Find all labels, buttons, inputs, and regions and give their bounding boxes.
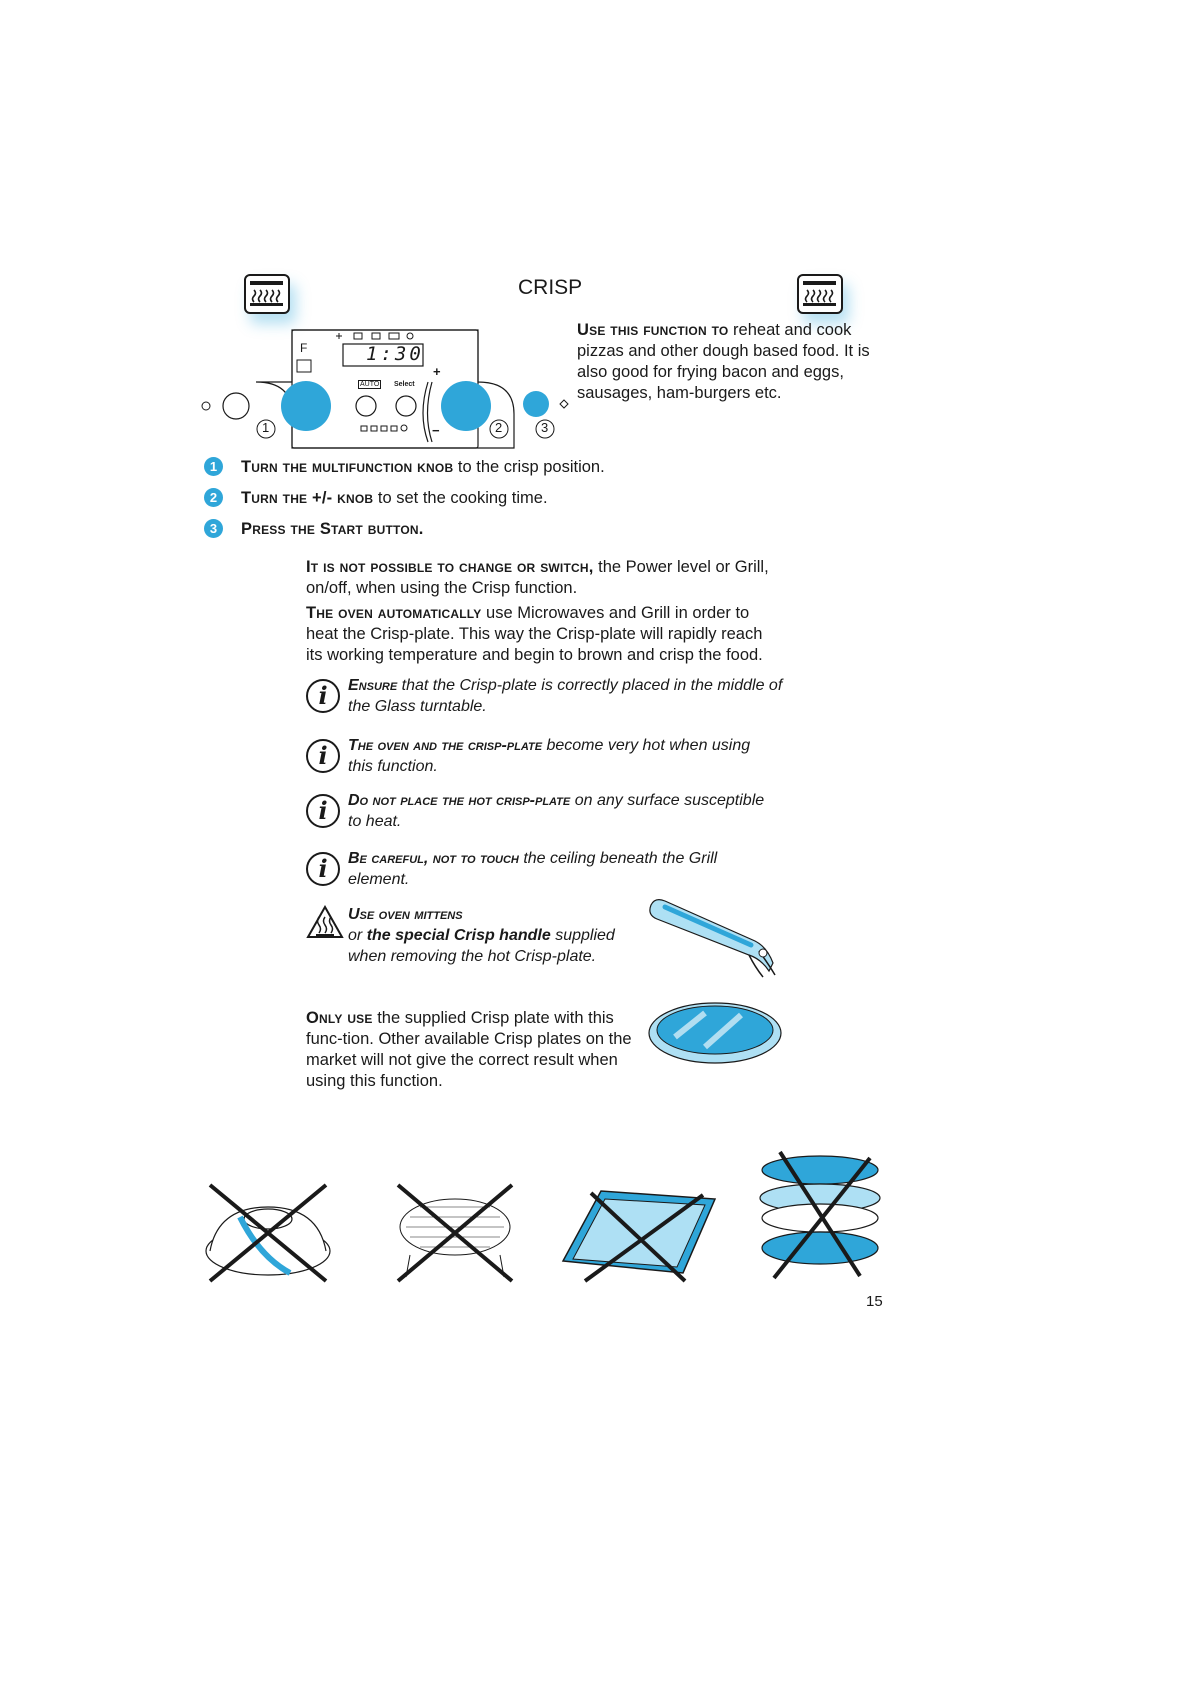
step-number: 1 bbox=[204, 457, 223, 476]
intro-paragraph bbox=[577, 320, 883, 404]
step-lead: Turn the multifunction knob bbox=[241, 458, 454, 476]
f-label: F bbox=[300, 341, 308, 355]
crisp-handle-illustration bbox=[645, 893, 785, 983]
auto-label: AUTO bbox=[360, 381, 380, 388]
minus-label: − bbox=[432, 423, 440, 438]
warning-pre: or bbox=[348, 927, 363, 944]
step-text: to the crisp position. bbox=[457, 458, 605, 476]
note-lead: Ensure bbox=[348, 677, 398, 694]
paragraph-lead: It is not possible to change or switch, bbox=[306, 558, 594, 576]
crisp-function-icon bbox=[244, 274, 290, 314]
hot-surface-warning-icon bbox=[306, 905, 344, 939]
warning-bold: the special Crisp handle bbox=[366, 927, 551, 944]
note-ensure bbox=[348, 675, 783, 717]
note-hot bbox=[348, 735, 768, 777]
control-panel bbox=[196, 322, 571, 458]
steps-list bbox=[204, 457, 704, 550]
baking-tray-crossed bbox=[555, 1185, 720, 1285]
intro-text: reheat and cook pizzas and other dough based food. It is also good for frying bacon and eggs, sausages, ham-burgers etc. bbox=[577, 321, 870, 402]
grill-rack-crossed bbox=[390, 1177, 520, 1287]
step-lead: Turn the +/- knob bbox=[241, 489, 374, 507]
page-number: 15 bbox=[866, 1293, 883, 1310]
step-text: to set the cooking time. bbox=[377, 489, 548, 507]
note-lead: Be careful, not to touch bbox=[348, 850, 519, 867]
note-text: become very hot when using this function. bbox=[348, 737, 751, 775]
paragraph-lead: The oven automatically bbox=[306, 604, 482, 622]
only-use-text: the supplied Crisp plate with this func-tion. Other available Crisp plates on the market will not give the correct result when using this function. bbox=[306, 1009, 632, 1090]
step-lead: Press the Start button. bbox=[241, 520, 424, 538]
step-1 bbox=[204, 457, 704, 488]
warning-lead: Use oven mittens bbox=[348, 906, 463, 923]
intro-lead: Use this function to bbox=[577, 321, 729, 339]
note-text: that the Crisp-plate is correctly placed in the middle of the Glass turntable. bbox=[348, 677, 783, 715]
info-icon: i bbox=[306, 679, 340, 713]
paragraph-automatic bbox=[306, 603, 776, 666]
info-icon: i bbox=[306, 794, 340, 828]
select-label: Select bbox=[394, 381, 415, 388]
cookware-stack-crossed bbox=[750, 1148, 885, 1283]
crisp-plate-illustration bbox=[645, 997, 785, 1072]
only-use-lead: Only use bbox=[306, 1009, 373, 1027]
step-number: 2 bbox=[204, 488, 223, 507]
crisp-function-icon bbox=[797, 274, 843, 314]
warning-mittens bbox=[348, 904, 648, 967]
step-3 bbox=[204, 519, 704, 550]
note-lead: The oven and the crisp-plate bbox=[348, 737, 543, 754]
callout-1: 1 bbox=[262, 420, 270, 435]
callout-2: 2 bbox=[495, 420, 503, 435]
step-2 bbox=[204, 488, 704, 519]
display-time: 1:30 bbox=[366, 343, 424, 365]
note-text: on any surface susceptible to heat. bbox=[348, 792, 765, 830]
turntable-support-crossed bbox=[200, 1177, 340, 1287]
note-lead: Do not place the hot crisp-plate bbox=[348, 792, 571, 809]
paragraph-no-change bbox=[306, 557, 776, 599]
note-surface bbox=[348, 790, 768, 832]
step-number: 3 bbox=[204, 519, 223, 538]
note-text: the ceiling beneath the Grill element. bbox=[348, 850, 718, 888]
note-careful bbox=[348, 848, 778, 890]
paragraph-text: use Microwaves and Grill in order to heat the Crisp-plate. This way the Crisp-plate will rapidly reach its working temperature and begin to brown and crisp the food. bbox=[306, 604, 763, 664]
page-title: CRISP bbox=[518, 276, 583, 299]
info-icon: i bbox=[306, 852, 340, 886]
paragraph-text: the Power level or Grill, on/off, when using the Crisp function. bbox=[306, 558, 769, 597]
callout-3: 3 bbox=[541, 420, 549, 435]
plus-label: + bbox=[433, 364, 441, 379]
info-icon: i bbox=[306, 739, 340, 773]
warning-text: supplied when removing the hot Crisp-plate. bbox=[348, 927, 615, 965]
only-use-paragraph bbox=[306, 1008, 638, 1092]
